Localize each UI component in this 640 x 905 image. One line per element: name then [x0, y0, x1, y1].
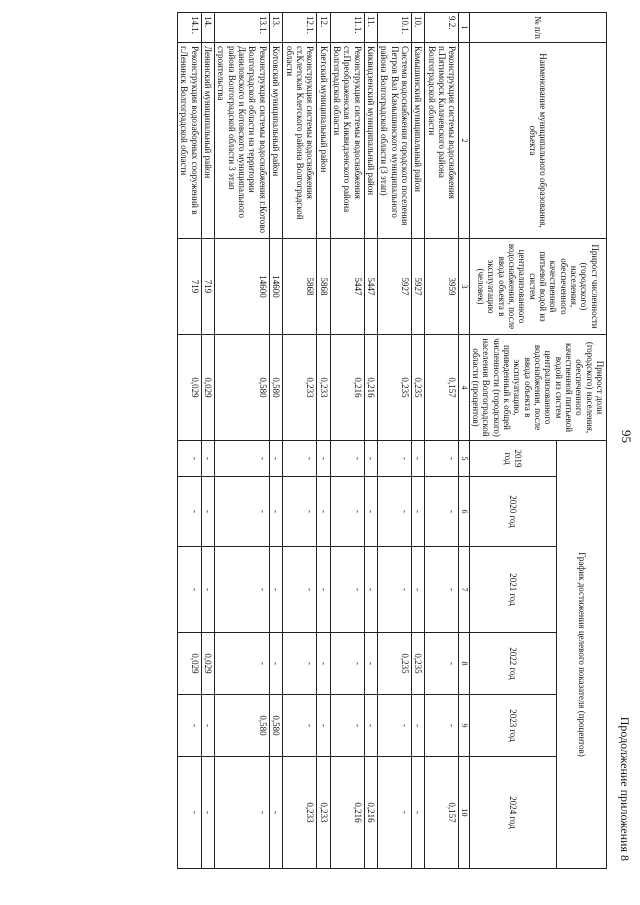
row-year-value: -: [330, 477, 364, 547]
row-population: 14600: [269, 239, 282, 335]
table-row: [269, 13, 282, 869]
row-number: 10.1.: [377, 13, 411, 43]
row-year-value: -: [425, 695, 459, 757]
row-year-value: 0,580: [215, 695, 270, 757]
header-year: 2024 год: [469, 757, 557, 869]
row-year-value: -: [283, 477, 317, 547]
row-year-value: -: [425, 547, 459, 633]
row-share: 0,580: [215, 335, 270, 441]
index-cell: 3: [459, 239, 469, 335]
row-share: 0,235: [377, 335, 411, 441]
row-year-value: -: [411, 757, 424, 869]
row-year-value: 0,157: [425, 757, 459, 869]
row-population: 5927: [377, 239, 411, 335]
appendix-title: Продолжение приложения 8: [618, 716, 632, 861]
header-year: 2019 год: [469, 441, 557, 477]
row-name: Камышинский муниципальный район: [411, 43, 424, 239]
page-number: 95: [619, 430, 634, 443]
row-share: 0,233: [317, 335, 330, 441]
row-year-value: -: [330, 547, 364, 633]
row-year-value: -: [364, 633, 377, 695]
header-name: Наименование муниципального образования, объекта: [469, 43, 606, 239]
row-number: 11.1.: [330, 13, 364, 43]
row-name: Реконструкция системы водоснабжения п.Пятиморск Калачевского района Волгоградской области: [425, 43, 459, 239]
row-name: Ленинский муниципальный район: [201, 43, 214, 239]
row-year-value: -: [425, 633, 459, 695]
row-name: Котовский муниципальный район: [269, 43, 282, 239]
row-name: Реконструкция водозаборных сооружений в г.Ленинск Волгоградской области: [178, 43, 202, 239]
row-number: 14.1.: [178, 13, 202, 43]
row-year-value: -: [215, 547, 270, 633]
table-row: [201, 13, 214, 869]
row-number: 14.: [201, 13, 214, 43]
row-year-value: -: [330, 441, 364, 477]
row-year-value: -: [178, 477, 202, 547]
row-year-value: -: [283, 441, 317, 477]
row-number: 9.2.: [425, 13, 459, 43]
row-year-value: -: [283, 633, 317, 695]
row-year-value: -: [377, 757, 411, 869]
row-share: 0,216: [364, 335, 377, 441]
row-name: Киквидзенский муниципальный район: [364, 43, 377, 239]
row-year-value: -: [330, 695, 364, 757]
table-row: [215, 13, 270, 869]
table-row: [317, 13, 330, 869]
row-share: 0,233: [283, 335, 317, 441]
row-name: Реконструкция системы водоснабжения ст.Преображенская Киквидзенского района Волгоградской области: [330, 43, 364, 239]
row-population: 5868: [317, 239, 330, 335]
row-year-value: 0,580: [269, 695, 282, 757]
row-year-value: -: [425, 441, 459, 477]
row-year-value: -: [215, 477, 270, 547]
row-year-value: -: [411, 547, 424, 633]
row-year-value: -: [364, 547, 377, 633]
targets-table: [177, 12, 607, 869]
row-year-value: 0,216: [364, 757, 377, 869]
row-year-value: 0,029: [201, 633, 214, 695]
row-year-value: -: [201, 695, 214, 757]
header-year: 2022 год: [469, 633, 557, 695]
row-year-value: -: [178, 441, 202, 477]
table-row: [283, 13, 317, 869]
row-name: Система водоснабжения городского поселения Петров Вал Камышинского муниципального района Волгоградской области (3 этап): [377, 43, 411, 239]
index-cell: 4: [459, 335, 469, 441]
row-year-value: -: [317, 633, 330, 695]
row-population: 5927: [411, 239, 424, 335]
row-year-value: -: [317, 477, 330, 547]
row-year-value: -: [377, 477, 411, 547]
row-year-value: -: [178, 757, 202, 869]
row-share: 0,580: [269, 335, 282, 441]
row-population: 719: [178, 239, 202, 335]
row-year-value: 0,235: [411, 633, 424, 695]
row-year-value: -: [283, 547, 317, 633]
row-name: Клетский муниципальный район: [317, 43, 330, 239]
row-year-value: -: [178, 695, 202, 757]
row-population: 5868: [283, 239, 317, 335]
table-row: [364, 13, 377, 869]
index-cell: 2: [459, 43, 469, 239]
table-row: [377, 13, 411, 869]
row-year-value: -: [269, 441, 282, 477]
row-population: 3959: [425, 239, 459, 335]
row-year-value: -: [330, 633, 364, 695]
row-number: 13.: [269, 13, 282, 43]
row-population: 14600: [215, 239, 270, 335]
row-year-value: 0,235: [377, 633, 411, 695]
row-year-value: -: [269, 477, 282, 547]
row-name: Реконструкция системы водоснабжения г.Котово Волгоградской области на территории Даниловского и Котовского муниципального района Волгоградской области 3 этап строительства: [215, 43, 270, 239]
index-cell: 7: [459, 547, 469, 633]
row-number: 11.: [364, 13, 377, 43]
row-year-value: -: [201, 757, 214, 869]
row-year-value: -: [411, 477, 424, 547]
row-population: 5447: [364, 239, 377, 335]
row-year-value: -: [283, 695, 317, 757]
header-population: Прирост численности (городского) населения, обеспеченного качественной питьевой водой из систем централизованного водоснабжения, после ввода объекта в эксплуатацию (человек): [469, 239, 606, 335]
row-number: 12.: [317, 13, 330, 43]
row-year-value: -: [269, 633, 282, 695]
row-year-value: 0,029: [178, 633, 202, 695]
row-year-value: -: [201, 441, 214, 477]
row-year-value: -: [411, 441, 424, 477]
table-row: [178, 13, 202, 869]
index-cell: 6: [459, 477, 469, 547]
row-share: 0,216: [330, 335, 364, 441]
index-cell: 5: [459, 441, 469, 477]
index-cell: 1: [459, 13, 469, 43]
row-population: 5447: [330, 239, 364, 335]
row-share: 0,235: [411, 335, 424, 441]
row-number: 13.1.: [215, 13, 270, 43]
header-share: Прирост доли (городского) населения, обеспеченного качественной питьевой водой из систем централизованного водоснабжения, после ввода объекта в эксплуатацию, приведенный к общей численности (городского) населения Волгоградской области (процентов): [469, 335, 606, 441]
row-name: Реконструкция системы водоснабжения ст.Клетская Клетского района Волгоградской области: [283, 43, 317, 239]
row-year-value: -: [411, 695, 424, 757]
table-row: [330, 13, 364, 869]
row-year-value: -: [364, 441, 377, 477]
header-schedule: График достижения целевого показателя (процентов): [557, 441, 607, 869]
row-year-value: -: [215, 441, 270, 477]
row-year-value: -: [215, 757, 270, 869]
index-cell: 10: [459, 757, 469, 869]
index-row: [459, 13, 469, 869]
row-year-value: -: [201, 547, 214, 633]
row-year-value: 0,216: [330, 757, 364, 869]
row-year-value: -: [317, 547, 330, 633]
row-share: 0,157: [425, 335, 459, 441]
header-num: № п/п: [469, 13, 606, 43]
table-row: [425, 13, 459, 869]
row-share: 0,029: [178, 335, 202, 441]
row-year-value: -: [178, 547, 202, 633]
row-year-value: -: [317, 695, 330, 757]
row-year-value: -: [201, 477, 214, 547]
row-year-value: -: [425, 477, 459, 547]
table-row: [411, 13, 424, 869]
row-population: 719: [201, 239, 214, 335]
row-year-value: -: [364, 477, 377, 547]
index-cell: 8: [459, 633, 469, 695]
index-cell: 9: [459, 695, 469, 757]
header-year: 2023 год: [469, 695, 557, 757]
row-year-value: -: [317, 441, 330, 477]
row-year-value: -: [377, 547, 411, 633]
row-year-value: -: [377, 441, 411, 477]
row-number: 12.1.: [283, 13, 317, 43]
row-year-value: 0,233: [317, 757, 330, 869]
row-year-value: 0,233: [283, 757, 317, 869]
header-year: 2021 год: [469, 547, 557, 633]
row-year-value: -: [269, 547, 282, 633]
row-year-value: -: [215, 633, 270, 695]
header-year: 2020 год: [469, 477, 557, 547]
row-year-value: -: [364, 695, 377, 757]
row-year-value: -: [377, 695, 411, 757]
row-number: 10.: [411, 13, 424, 43]
row-share: 0,029: [201, 335, 214, 441]
row-year-value: -: [269, 757, 282, 869]
